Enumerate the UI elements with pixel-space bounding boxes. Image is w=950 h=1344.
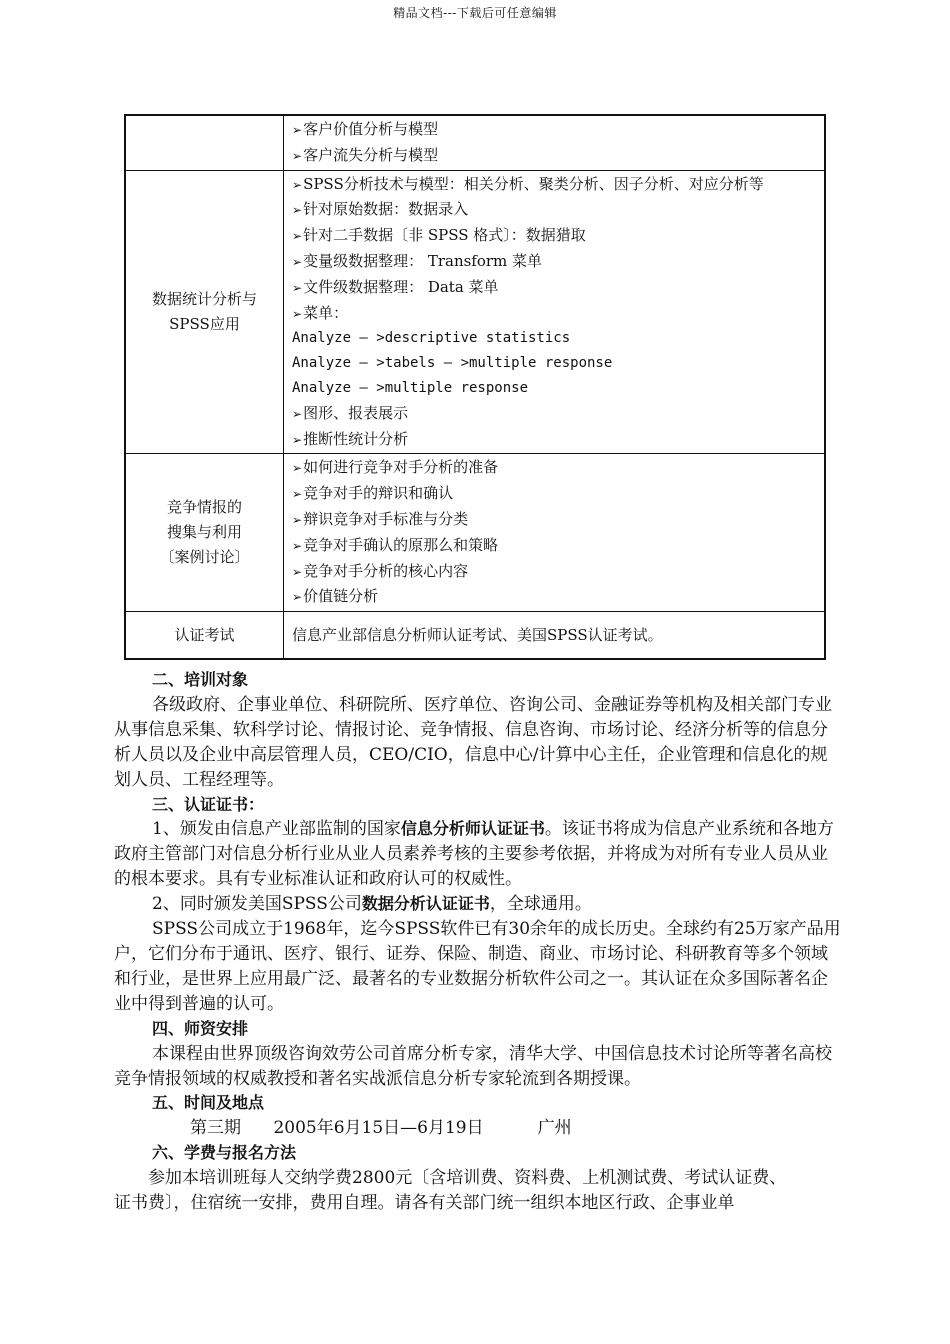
arrow-bullet-icon: ➢ [292,406,303,421]
arrow-bullet-icon: ➢ [292,280,303,295]
table-row [125,170,825,454]
list-item: ➢竞争对手确认的原那么和策略 [292,535,499,554]
list-item: ➢价值链分析 [292,587,379,606]
list-item: ➢竞争对手分析的核心内容 [292,561,469,580]
paragraph: 1、颁发由信息产业部监制的国家信息分析师认证证书。该证书将成为信息产业系统和各地方政府主管部门对信息分析行业从业人员素养考核的主要参考依据，并将成为对所有专业人员从业的根本要求。具有专业标准认证和政府认可的权威性。 [114,819,834,890]
list-item: ➢文件级数据整理： Data 菜单 [292,277,499,296]
list-item: ➢如何进行竞争对手分析的准备 [292,458,499,477]
schedule-line: 第三期 2005年6月15日—6月19日 广州 [190,1118,572,1139]
section-title: 三、认证证书： [152,794,265,814]
list-item: ➢SPSS分析技术与模型：相关分析、聚类分析、因子分析、对应分析等 [292,174,764,193]
list-item: ➢菜单： [292,303,349,322]
arrow-bullet-icon: ➢ [292,254,303,269]
section-title: 四、师资安排 [152,1018,249,1038]
content-cell: 信息产业部信息分析师认证考试、美国SPSS认证考试。 [284,612,826,660]
section-title: 六、学费与报名方法 [152,1143,297,1163]
paragraph: 各级政府、企事业单位、科研院所、医疗单位、咨询公司、金融证券等机构及相关部门专业从事信息采集、软科学讨论、情报讨论、竞争情报、信息咨询、市场讨论、经济分析等的信息分析人员以及企业中高层管理人员，CEO/CIO，信息中心/计算中心主任，企业管理和信息化的规划人员、工程经理等。 [114,694,832,790]
paragraph: 证书费〕，住宿统一安排，费用自理。请各有关部门统一组织本地区行政、企事业单 [114,1193,735,1214]
list-item: ➢图形、报表展示 [292,403,409,422]
menu-path: Analyze — >tabels — >multiple response [292,355,613,372]
table-row [125,612,825,660]
arrow-bullet-icon: ➢ [292,306,303,321]
arrow-bullet-icon: ➢ [292,229,303,244]
emphasis: 信息分析师认证证书 [400,819,545,839]
paragraph: SPSS公司成立于1968年，迄今SPSS软件已有30余年的成长历史。全球约有25万家产品用户，它们分布于通讯、医疗、银行、证券、保险、制造、商业、市场讨论、科研教育等多个领域和行业，是世界上应用最广泛、最著名的专业数据分析软件公司之一。其认证在众多国际著名企业中得到普遍的认可。 [114,919,841,1014]
arrow-bullet-icon: ➢ [292,590,303,605]
list-item: ➢辩识竞争对手标准与分类 [292,509,469,528]
arrow-bullet-icon: ➢ [292,564,303,579]
arrow-bullet-icon: ➢ [292,123,303,137]
page-header: 精品文档---下载后可任意编辑 [393,6,557,20]
arrow-bullet-icon: ➢ [292,203,303,218]
menu-path: Analyze — >descriptive statistics [292,330,571,347]
arrow-bullet-icon: ➢ [292,461,303,476]
topic-cell: 竞争情报的 搜集与利用 〔案例讨论〕 [125,454,284,612]
list-item: ➢针对二手数据〔非 SPSS 格式〕：数据猎取 [292,226,586,245]
list-item: ➢竞争对手的辩识和确认 [292,484,454,503]
table-row [125,115,825,170]
topic-cell: 认证考试 [125,612,284,660]
list-item: ➢变量级数据整理： Transform 菜单 [292,251,543,270]
paragraph: 本课程由世界顶级咨询效劳公司首席分析专家，清华大学、中国信息技术讨论所等著名高校竞争情报领域的权威教授和著名实战派信息分析专家轮流到各期授课。 [114,1043,832,1089]
arrow-bullet-icon: ➢ [292,177,303,192]
arrow-bullet-icon: ➢ [292,512,303,527]
arrow-bullet-icon: ➢ [292,538,303,553]
menu-path: Analyze — >multiple response [292,379,529,396]
list-item: ➢客户流失分析与模型 [292,145,439,164]
list-item: ➢客户价值分析与模型 [292,120,439,138]
content-cell [284,170,826,454]
arrow-bullet-icon: ➢ [292,487,303,502]
topic-cell [125,115,284,170]
document-body [114,668,844,1216]
section-title: 二、培训对象 [152,670,249,689]
list-item: ➢推断性统计分析 [292,429,409,448]
course-table [124,114,826,660]
section-title: 五、时间及地点 [152,1093,265,1113]
topic-cell: 数据统计分析与 SPSS应用 [125,170,284,454]
list-item: ➢针对原始数据：数据录入 [292,200,469,219]
paragraph: 2、同时颁发美国SPSS公司数据分析认证证书，全球通用。 [152,894,592,915]
table-row [125,454,825,612]
paragraph: 参加本培训班每人交纳学费2800元〔含培训费、资料费、上机测试费、考试认证费、 [148,1168,787,1189]
emphasis: 数据分析认证证书 [361,894,490,914]
content-cell [284,115,826,170]
content-cell [284,454,826,612]
arrow-bullet-icon: ➢ [292,148,303,163]
arrow-bullet-icon: ➢ [292,432,303,447]
